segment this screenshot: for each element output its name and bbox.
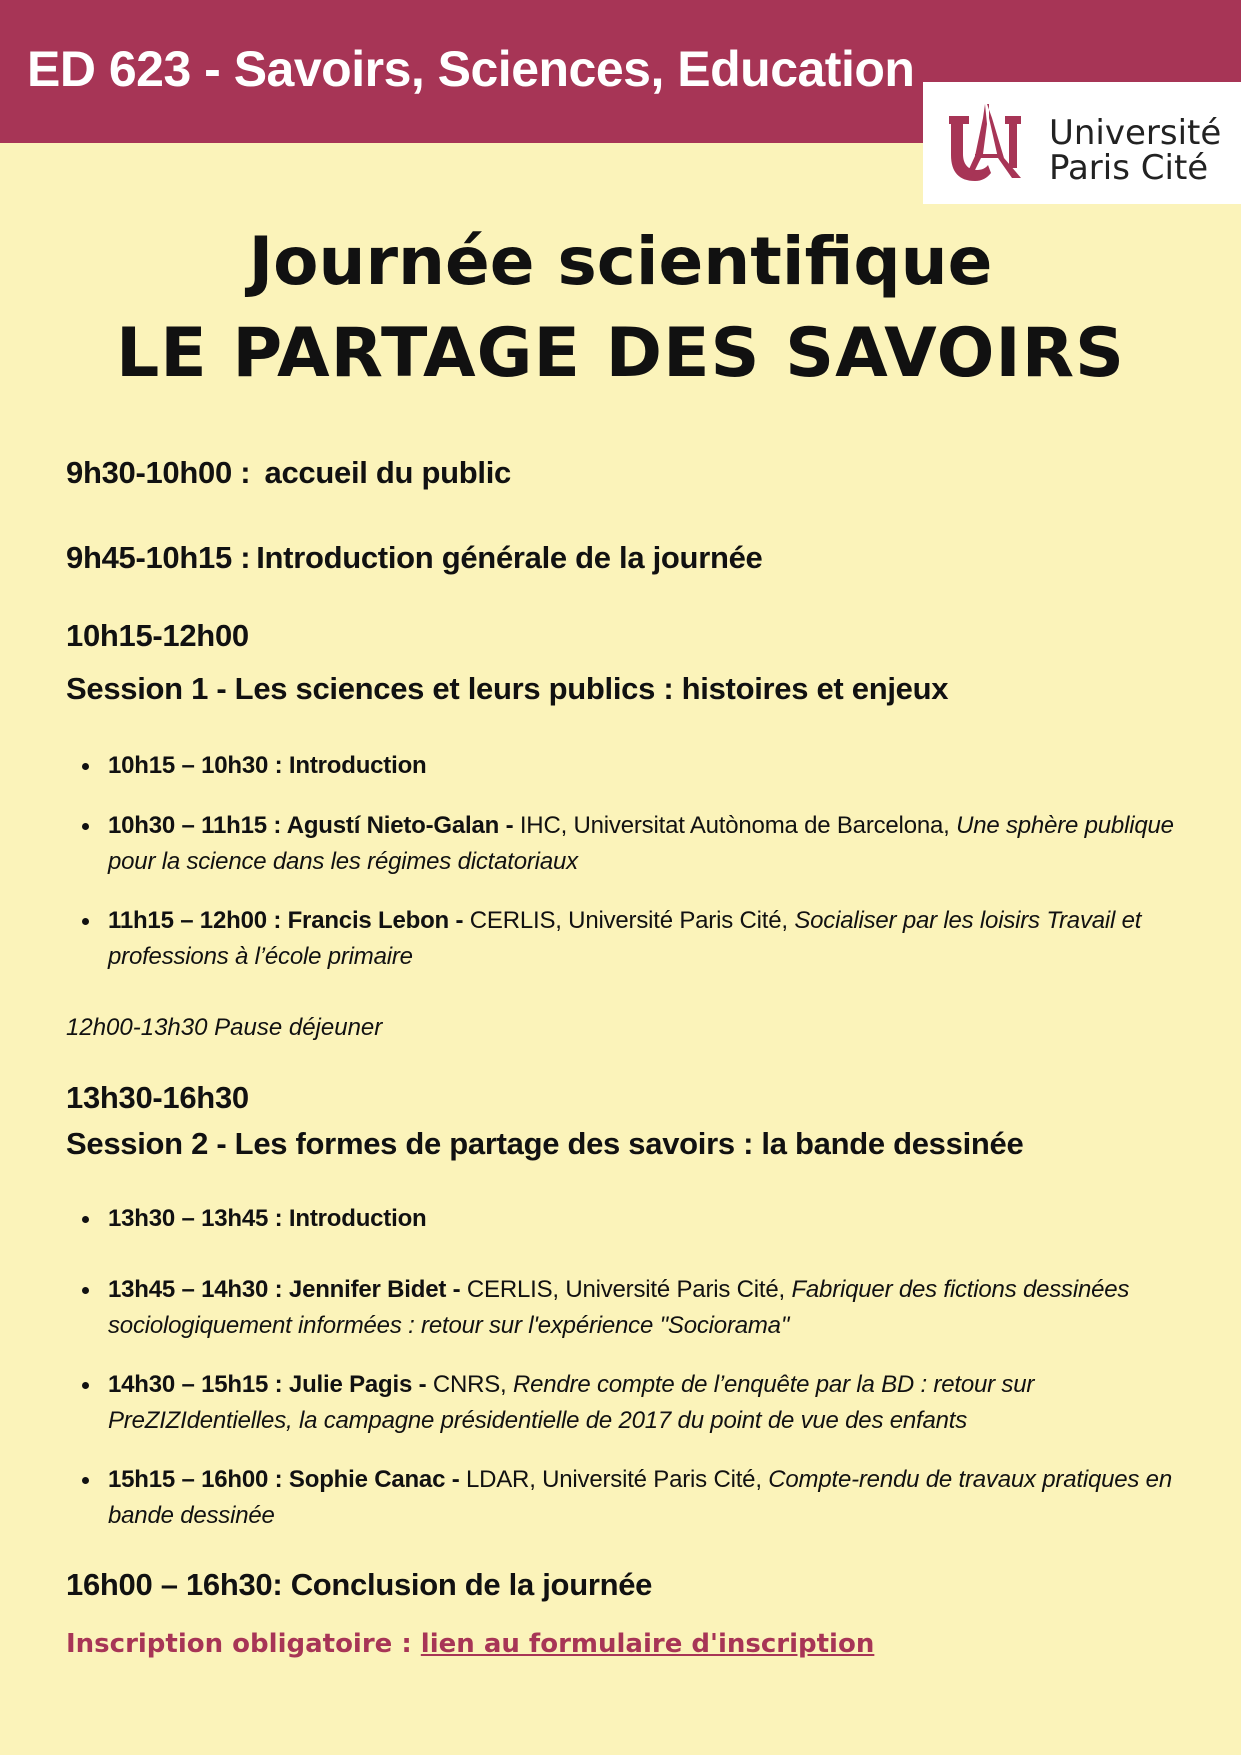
- registration: [66, 1629, 874, 1659]
- list-item: 13h30 – 13h45 : Introduction: [108, 1201, 1198, 1237]
- school-title: ED 623 - Savoirs, Sciences, Education: [27, 41, 915, 97]
- lunch-break: 12h00-13h30 Pause déjeuner: [66, 1014, 383, 1041]
- registration-label: Inscription obligatoire :: [66, 1629, 421, 1659]
- session1-time: 10h15-12h00: [66, 618, 249, 653]
- welcome-heading: 9h30-10h00 : accueil du public: [66, 455, 511, 490]
- list-item: 10h15 – 10h30 : Introduction: [108, 748, 1198, 784]
- page-title: [0, 216, 1241, 400]
- list-item: 14h30 – 15h15 : Julie Pagis - CNRS, Rendre compte de l’enquête par la BD : retour sur PreZIZIdentielles, la campagne présidentielle de 2017 du point de vue des enfants: [108, 1367, 1198, 1439]
- logo-line-1: Université: [1049, 113, 1222, 153]
- list-item: 13h45 – 14h30 : Jennifer Bidet - CERLIS, Université Paris Cité, Fabriquer des fictions dessinées sociologiquement informées : retour sur l'expérience "Sociorama": [108, 1272, 1198, 1344]
- title-line-1: Journée scientifique: [248, 223, 993, 300]
- title-line-2: LE PARTAGE DES SAVOIRS: [115, 314, 1126, 393]
- eiffel-logo-icon: [945, 102, 1029, 184]
- session2-title: Session 2 - Les formes de partage des savoirs : la bande dessinée: [66, 1126, 1024, 1161]
- registration-link[interactable]: lien au formulaire d'inscription: [420, 1629, 875, 1659]
- logo-text: [1049, 113, 1222, 188]
- list-item: 11h15 – 12h00 : Francis Lebon - CERLIS, Université Paris Cité, Socialiser par les loisirs Travail et professions à l’école primaire: [108, 903, 1198, 975]
- logo-line-2: Paris Cité: [1049, 148, 1209, 188]
- conclusion-heading: 16h00 – 16h30: Conclusion de la journée: [66, 1567, 653, 1602]
- list-item: 10h30 – 11h15 : Agustí Nieto-Galan - IHC, Universitat Autònoma de Barcelona, Une sphère publique pour la science dans les régimes dictatoriaux: [108, 808, 1198, 880]
- university-logo: [923, 82, 1241, 204]
- intro-heading: 9h45-10h15 : Introduction générale de la journée: [66, 540, 763, 575]
- list-item: 15h15 – 16h00 : Sophie Canac - LDAR, Université Paris Cité, Compte-rendu de travaux pratiques en bande dessinée: [108, 1462, 1198, 1534]
- session2-time: 13h30-16h30: [66, 1080, 249, 1115]
- session1-title: Session 1 - Les sciences et leurs publics : histoires et enjeux: [66, 671, 949, 706]
